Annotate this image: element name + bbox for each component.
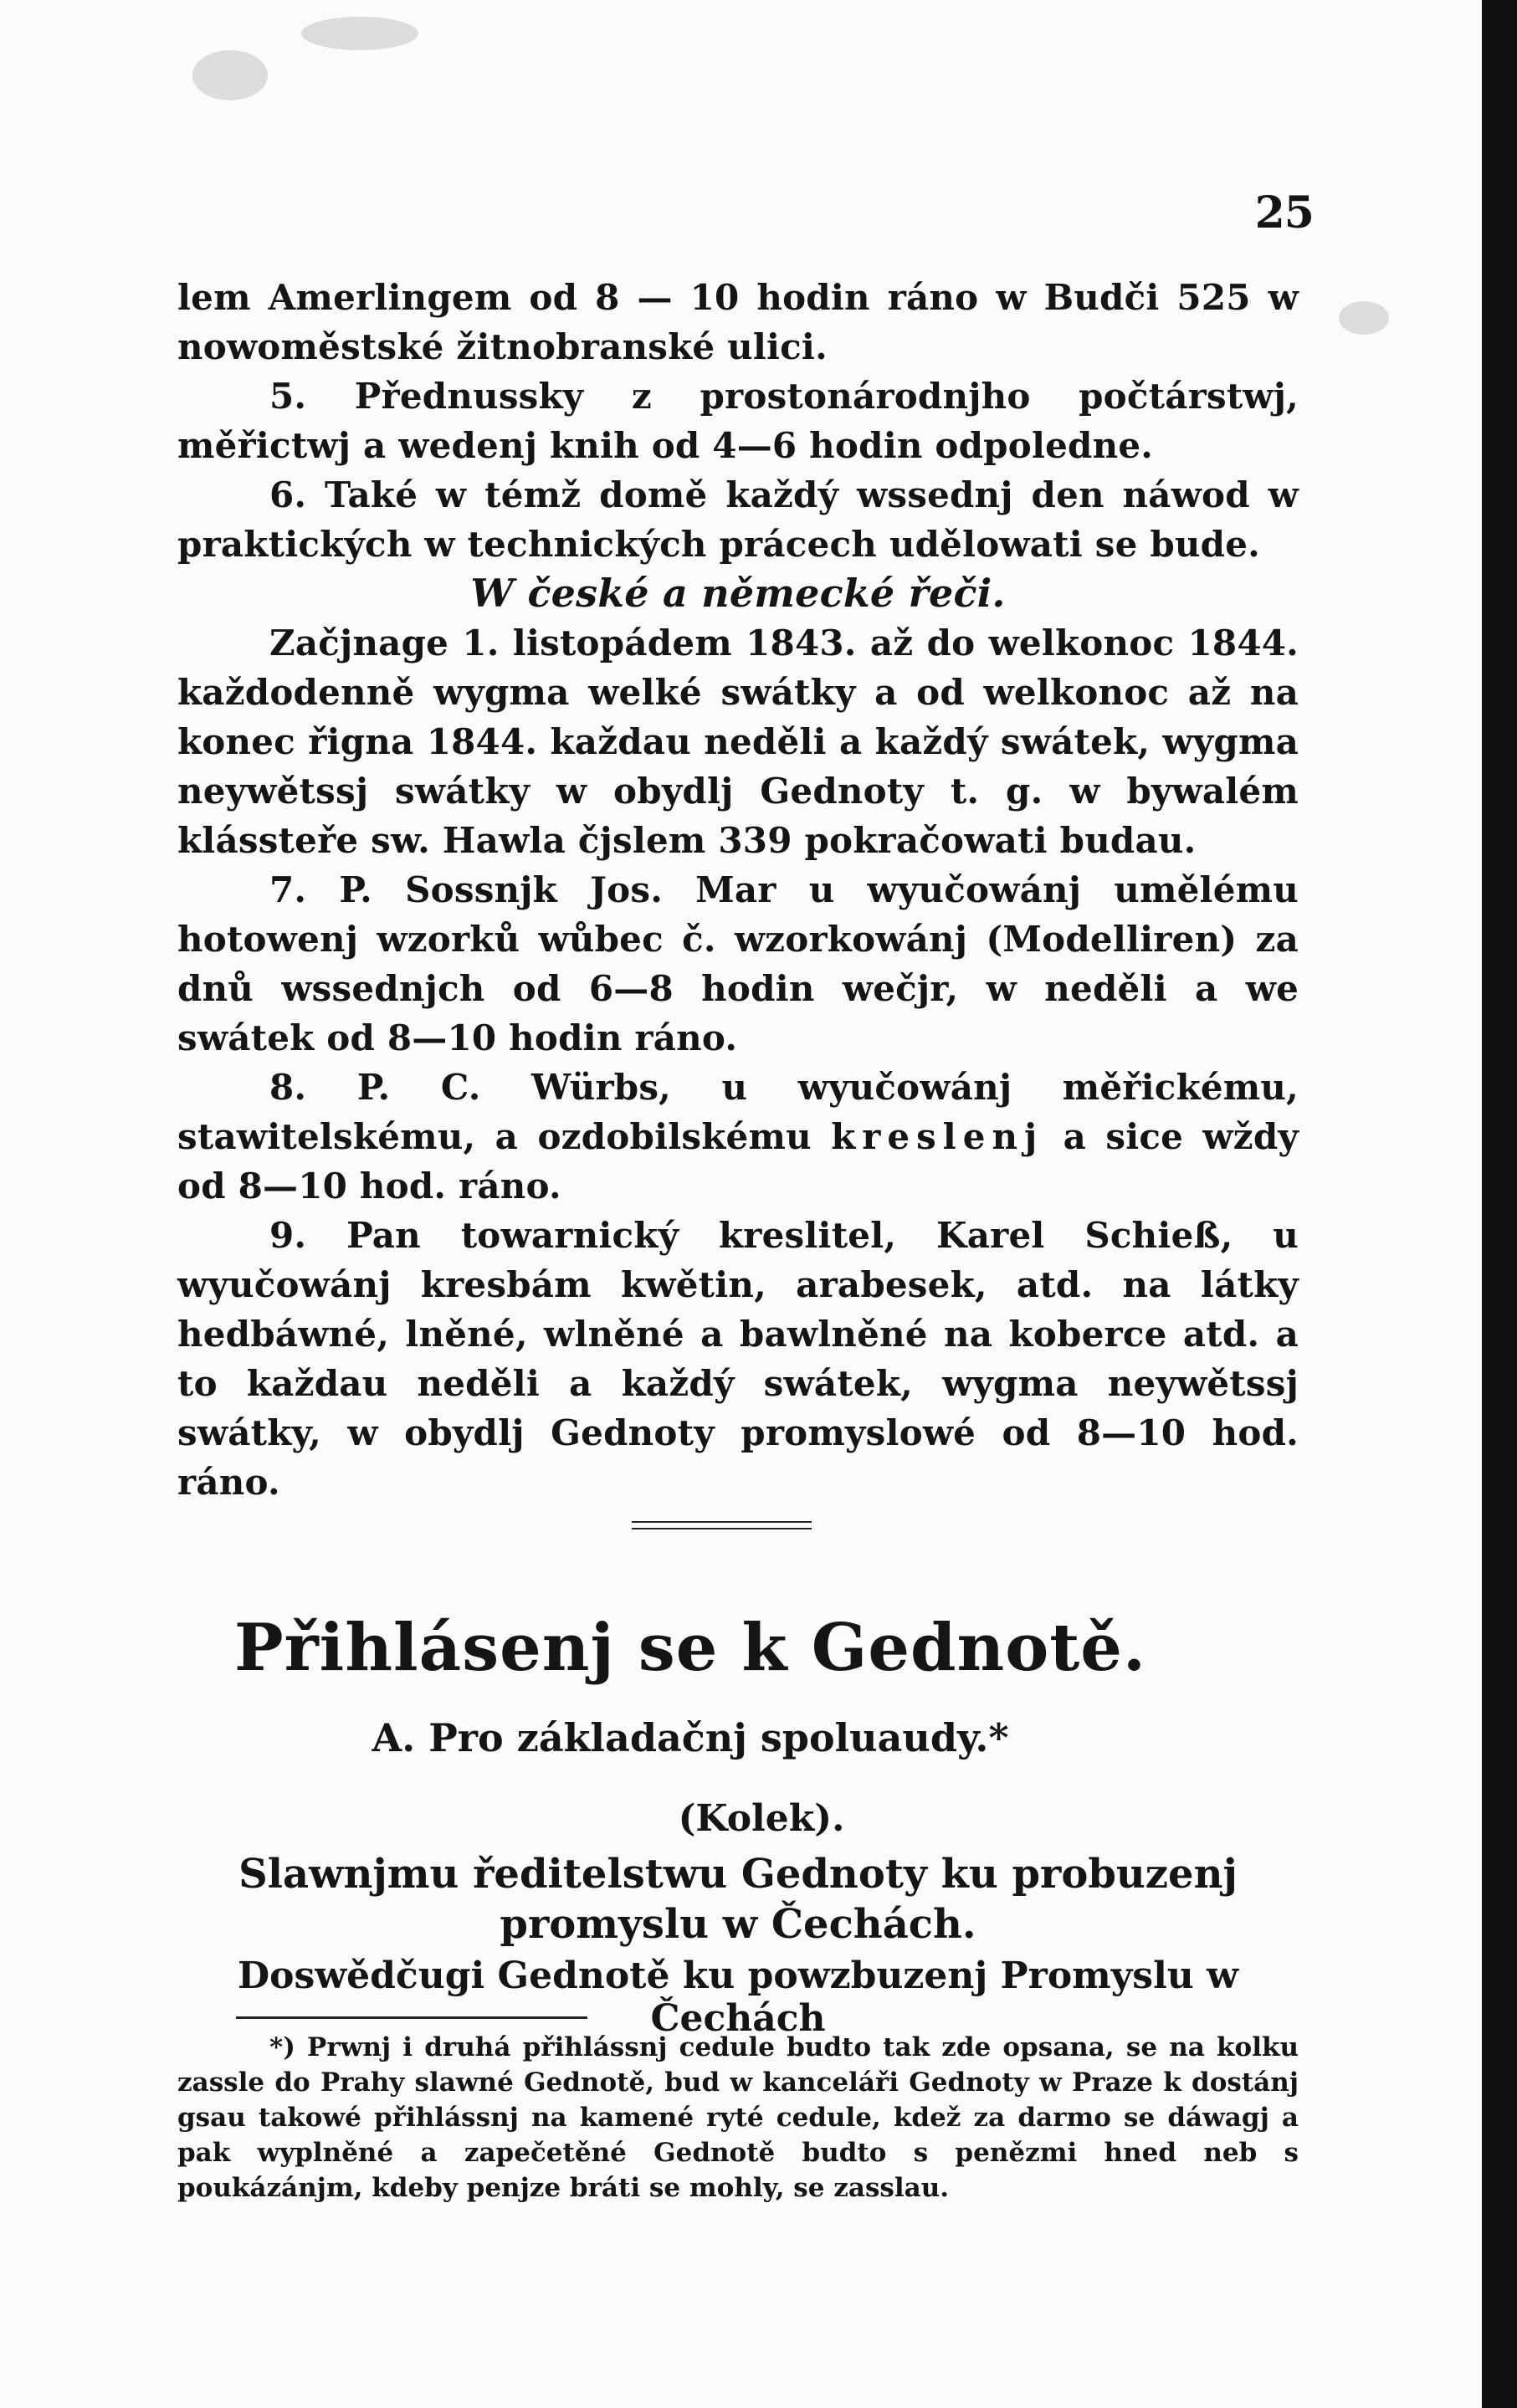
- section-divider: [632, 1521, 812, 1529]
- scan-smudge: [301, 17, 418, 50]
- address-line: Slawnjmu ředitelstwu Gednoty ku probuzenj promyslu w Čechách.: [238, 1851, 1238, 1948]
- paragraph: 5. Přednussky z prostonárodnjho počtárstwj, měřictwj a wedenj knih od 4—6 hodin odpoledne.: [177, 376, 1299, 466]
- stamp-label: (Kolek).: [678, 1797, 845, 1840]
- scan-smudge: [192, 50, 268, 100]
- page-number: 25: [1254, 187, 1314, 238]
- paragraph: lem Amerlingem od 8 — 10 hodin ráno w Budči 525 w nowoměstské žitnobranské ulici.: [177, 277, 1299, 367]
- paragraph-text: a sice wždy od 8—10 hod. ráno.: [177, 1116, 1299, 1207]
- intro-line: Doswědčugi Gednotě ku powzbuzenj Promyslu w Čechách: [238, 1955, 1238, 2040]
- paragraph: [177, 1063, 1299, 1211]
- footnote: *) Prwnj i druhá přihlássnj cedule budto tak zde opsana, se na kolku zassle do Prahy slawné Gednotě, bud w kanceláři Gednoty w Praze k dostánj gsau takowé přihlássnj na kamené ryté cedule, kdež za darmo se dáwagj a pak wyplněné a zapečetěné Gednotě budto s penězmi hned neb s poukázánjm, kdeby penjze bráti se mohly, se zasslau.: [177, 2032, 1299, 2203]
- body-text: [177, 273, 1299, 1507]
- scan-border: [1482, 0, 1517, 2408]
- footnote-rule: [236, 2016, 587, 2019]
- main-title: Přihlásenj se k Gednotě.: [233, 1610, 1147, 1686]
- section-heading: W české a německé řeči.: [470, 571, 1006, 616]
- paragraph-text: 8. P. C. Würbs, u wyučowánj měřickému, stawitelskému, a ozdobilskému: [177, 1067, 1299, 1157]
- paragraph: Začjnage 1. listopádem 1843. až do welkonoc 1844. každodenně wygma welké swátky a od welkonoc až na konec řigna 1844. každau neděli a každý swátek, wygma neywětssj swátky w obydlj Gednoty t. g. w bywalém klássteře sw. Hawla čjslem 339 pokračowati budau.: [177, 622, 1299, 861]
- scan-smudge: [1339, 301, 1389, 335]
- spaced-word: kreslenj: [831, 1116, 1044, 1157]
- paragraph: 6. Také w témž domě každý wssednj den náwod w praktických w technických prácech udělowati se bude.: [177, 474, 1299, 565]
- subheading: A. Pro základačnj spoluaudy.*: [372, 1715, 1009, 1760]
- paragraph: 7. P. Sossnjk Jos. Mar u wyučowánj umělému hotowenj wzorků wůbec č. wzorkowánj (Modelliren) za dnů wssednjch od 6—8 hodin wečjr, w neděli a we swátek od 8—10 hodin ráno.: [177, 869, 1299, 1058]
- paragraph: 9. Pan towarnický kreslitel, Karel Schieß, u wyučowánj kresbám kwětin, arabesek, atd. na látky hedbáwné, lněné, wlněné a bawlněné na koberce atd. a to každau neděli a každý swátek, wygma neywětssj swátky, w obydlj Gednoty promyslowé od 8—10 hod. ráno.: [177, 1215, 1299, 1503]
